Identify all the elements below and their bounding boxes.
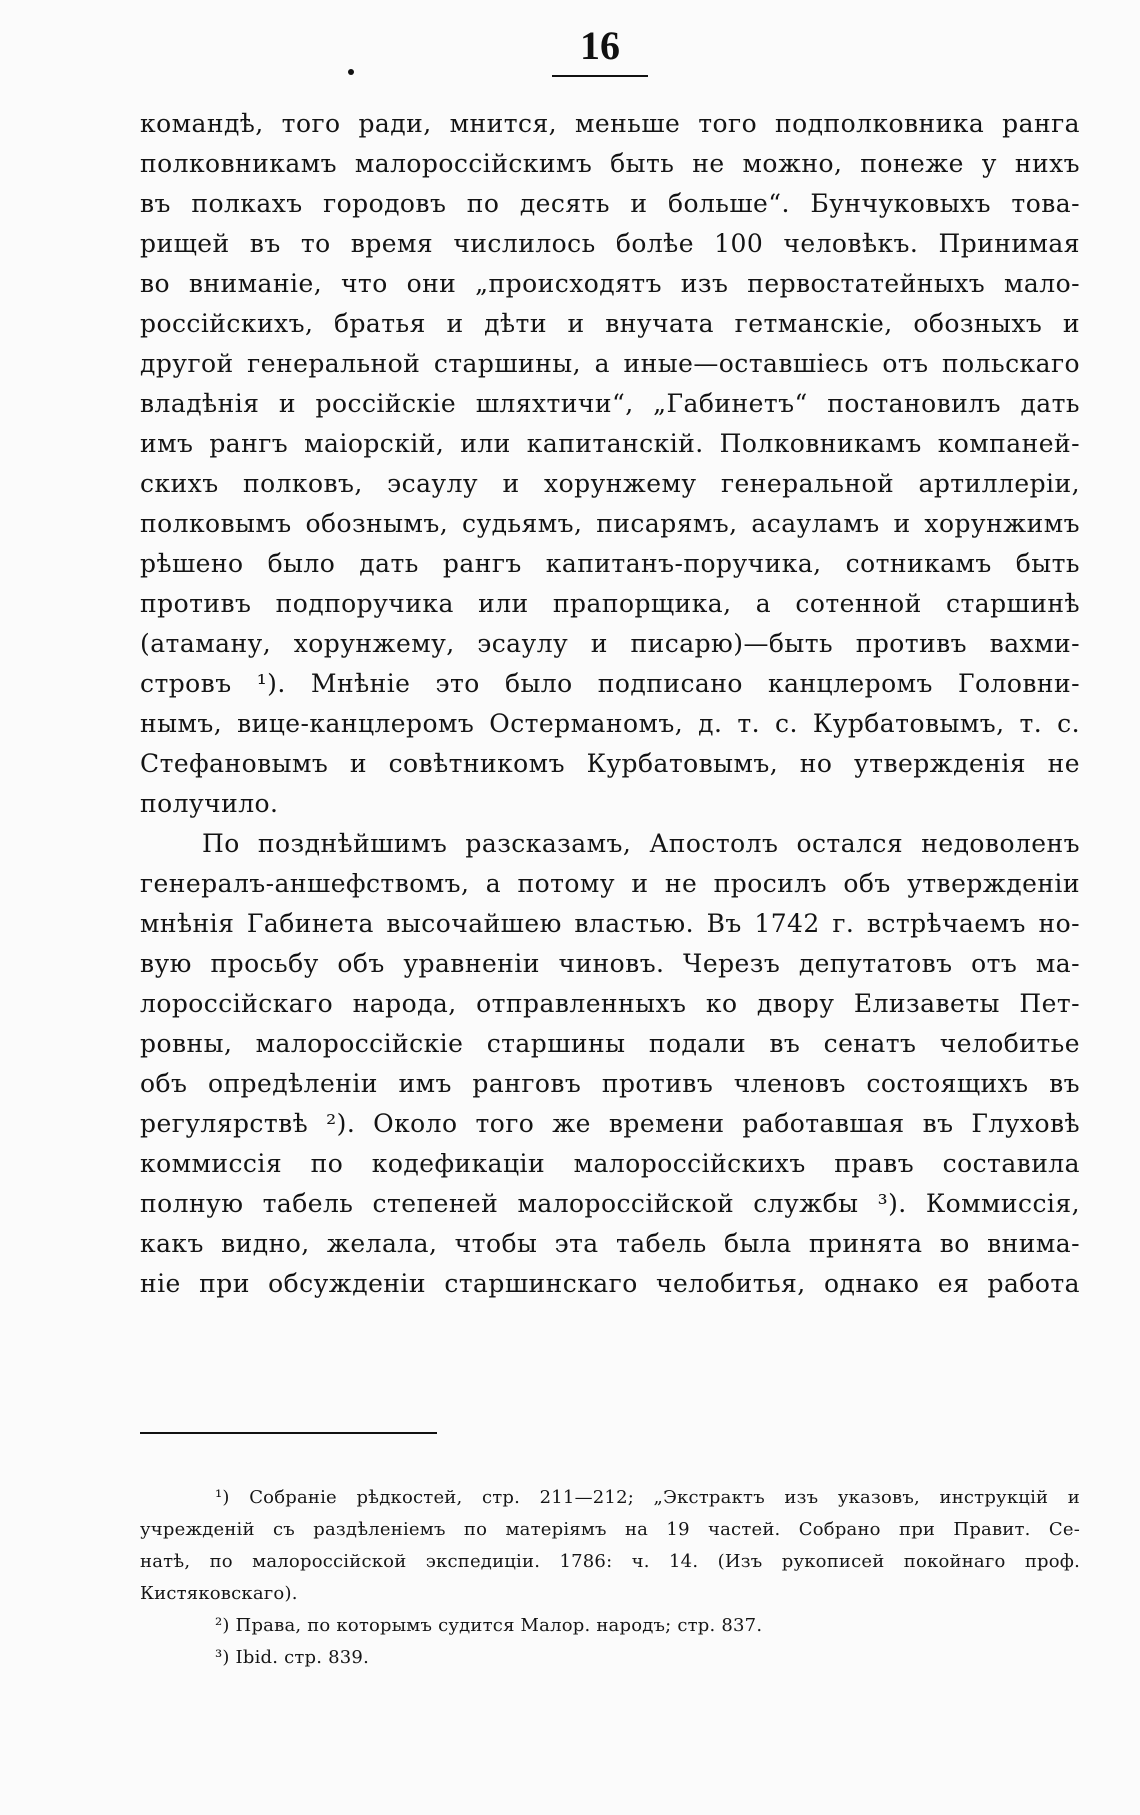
- page-number-rule: [552, 75, 648, 77]
- text-line: объ опредѣленіи имъ ранговъ противъ членовъ состоящихъ въ: [140, 1069, 1080, 1098]
- text-line: полную табель степеней малороссійской службы ³). Коммиссія,: [140, 1189, 1080, 1218]
- text-line: россійскихъ, братья и дѣти и внучата гетманскіе, обозныхъ и: [140, 309, 1080, 338]
- text-line: мнѣнія Габинета высочайшею властью. Въ 1742 г. встрѣчаемъ но-: [140, 909, 1080, 938]
- page-number: 16: [580, 23, 620, 68]
- main-text: [140, 104, 1080, 1304]
- text-line: скихъ полковъ, эсаулу и хорунжему генеральной артиллеріи,: [140, 469, 1080, 498]
- paragraph-first-line: По позднѣйшимъ разсказамъ, Апостолъ остался недоволенъ: [202, 829, 1080, 858]
- text-line: имъ рангъ маіорскій, или капитанскій. Полковникамъ компаней-: [140, 429, 1080, 458]
- text-line: регулярствѣ ²). Около того же времени работавшая въ Глуховѣ: [140, 1109, 1080, 1138]
- text-line: Стефановымъ и совѣтникомъ Курбатовымъ, но утвержденія не: [140, 749, 1080, 778]
- text-line: другой генеральной старшины, а иные—оставшіесь отъ польскаго: [140, 349, 1080, 378]
- footnote-rule: [140, 1432, 437, 1434]
- text-line: лороссійскаго народа, отправленныхъ ко двору Елизаветы Пет-: [140, 989, 1080, 1018]
- text-line: въ полкахъ городовъ по десять и больше“. Бунчуковыхъ това-: [140, 189, 1080, 218]
- text-line: генералъ-аншефствомъ, а потому и не просилъ объ утвержденіи: [140, 869, 1080, 898]
- text-line: противъ подпоручика или прапорщика, а сотенной старшинѣ: [140, 589, 1080, 618]
- text-line: ніе при обсужденіи старшинскаго челобитья, однако ея работа: [140, 1269, 1080, 1298]
- footnote-line: Кистяковскаго).: [140, 1583, 298, 1604]
- footnotes: [140, 1482, 1080, 1674]
- text-line: вую просьбу объ уравненіи чиновъ. Черезъ депутатовъ отъ ма-: [140, 949, 1080, 978]
- footnote-line: ¹) Собраніе рѣдкостей, стр. 211—212; „Экстрактъ изъ указовъ, инструкцій и: [215, 1487, 1080, 1508]
- text-line: какъ видно, желала, чтобы эта табель была принята во внима-: [140, 1229, 1080, 1258]
- text-line: рѣшено было дать рангъ капитанъ-поручика, сотникамъ быть: [140, 549, 1080, 578]
- text-line: нымъ, вице-канцлеромъ Остерманомъ, д. т. с. Курбатовымъ, т. с.: [140, 709, 1080, 738]
- text-line: командѣ, того ради, мнится, меньше того подполковника ранга: [140, 109, 1080, 138]
- text-line: ровны, малороссійскіе старшины подали въ сенатъ челобитье: [140, 1029, 1080, 1058]
- text-line: рищей въ то время числилось болѣе 100 человѣкъ. Принимая: [140, 229, 1080, 258]
- text-line: стровъ ¹). Мнѣніе это было подписано канцлеромъ Головни-: [140, 669, 1080, 698]
- footnote-line: ²) Права, по которымъ судится Малор. народъ; стр. 837.: [215, 1615, 763, 1636]
- print-speck: [348, 69, 354, 75]
- text-line: полковымъ обознымъ, судьямъ, писарямъ, асауламъ и хорунжимъ: [140, 509, 1080, 538]
- text-line: полковникамъ малороссійскимъ быть не можно, понеже у нихъ: [140, 149, 1080, 178]
- text-line: во вниманіе, что они „происходятъ изъ первостатейныхъ мало-: [140, 269, 1080, 298]
- footnote-line: ³) Ibid. стр. 839.: [215, 1647, 369, 1668]
- text-line: получило.: [140, 789, 279, 818]
- text-line: (атаману, хорунжему, эсаулу и писарю)—быть противъ вахми-: [140, 629, 1080, 658]
- footnote-line: натѣ, по малороссійской экспедиціи. 1786: ч. 14. (Изъ рукописей покойнаго проф.: [140, 1551, 1080, 1572]
- footnote-line: учрежденій съ раздѣленіемъ по матеріямъ на 19 частей. Собрано при Правит. Се-: [140, 1519, 1080, 1540]
- text-line: владѣнія и россійскіе шляхтичи“, „Габинетъ“ постановилъ дать: [140, 389, 1080, 418]
- text-line: коммиссія по кодефикаціи малороссійскихъ правъ составила: [140, 1149, 1080, 1178]
